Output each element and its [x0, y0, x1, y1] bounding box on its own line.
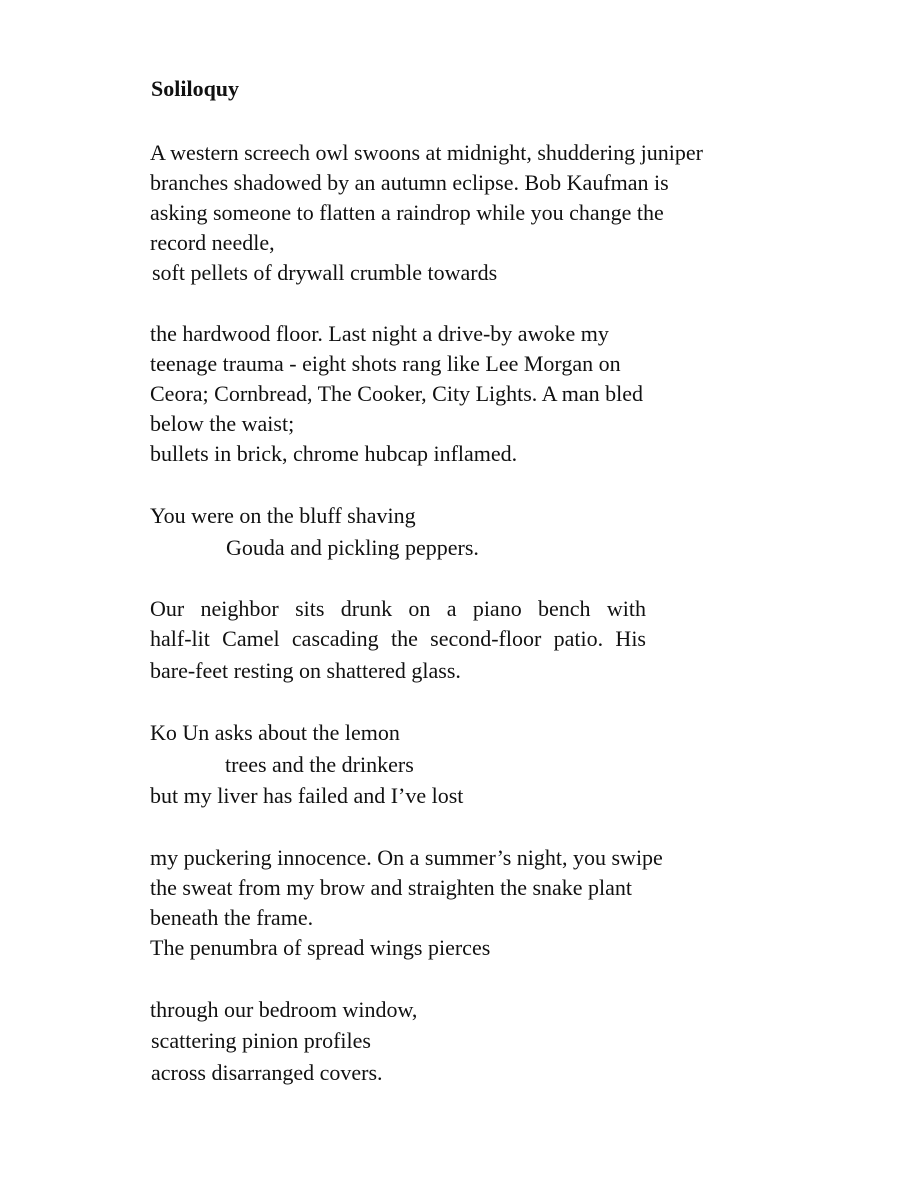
- poem-line: the sweat from my brow and straighten the snake plant: [150, 875, 633, 900]
- poem-line: asking someone to flatten a raindrop while you change the: [150, 200, 664, 225]
- poem-line: the hardwood floor. Last night a drive-by awoke my: [150, 321, 609, 346]
- poem-line: half-lit Camel cascading the second-floor patio. His: [150, 626, 646, 651]
- poem-line: but my liver has failed and I’ve lost: [150, 783, 464, 808]
- poem-line: beneath the frame.: [150, 905, 314, 930]
- poem-line: Our neighbor sits drunk on a piano bench with: [150, 596, 646, 621]
- poem-line: bullets in brick, chrome hubcap inflamed.: [150, 441, 518, 466]
- poem-line: trees and the drinkers: [225, 752, 414, 777]
- poem-line: A western screech owl swoons at midnight, shuddering juniper: [150, 140, 703, 165]
- poem-title: Soliloquy: [151, 76, 240, 101]
- poem-line: bare-feet resting on shattered glass.: [150, 658, 461, 683]
- poem-line: Ceora; Cornbread, The Cooker, City Lights. A man bled: [150, 381, 644, 406]
- poem-line: across disarranged covers.: [151, 1060, 383, 1085]
- poem-line: below the waist;: [150, 411, 295, 436]
- poem-line: scattering pinion profiles: [151, 1028, 371, 1053]
- poem-line: You were on the bluff shaving: [150, 503, 416, 528]
- poem-line: through our bedroom window,: [150, 997, 418, 1022]
- poem-line: The penumbra of spread wings pierces: [150, 935, 491, 960]
- poem-line: Ko Un asks about the lemon: [150, 720, 400, 745]
- poem-line: my puckering innocence. On a summer’s night, you swipe: [150, 845, 663, 870]
- poem-line: branches shadowed by an autumn eclipse. Bob Kaufman is: [150, 170, 669, 195]
- poem-line: teenage trauma - eight shots rang like Lee Morgan on: [150, 351, 621, 376]
- poem-line: record needle,: [150, 230, 275, 255]
- poem-line: soft pellets of drywall crumble towards: [152, 260, 498, 285]
- poem-line: Gouda and pickling peppers.: [226, 535, 479, 560]
